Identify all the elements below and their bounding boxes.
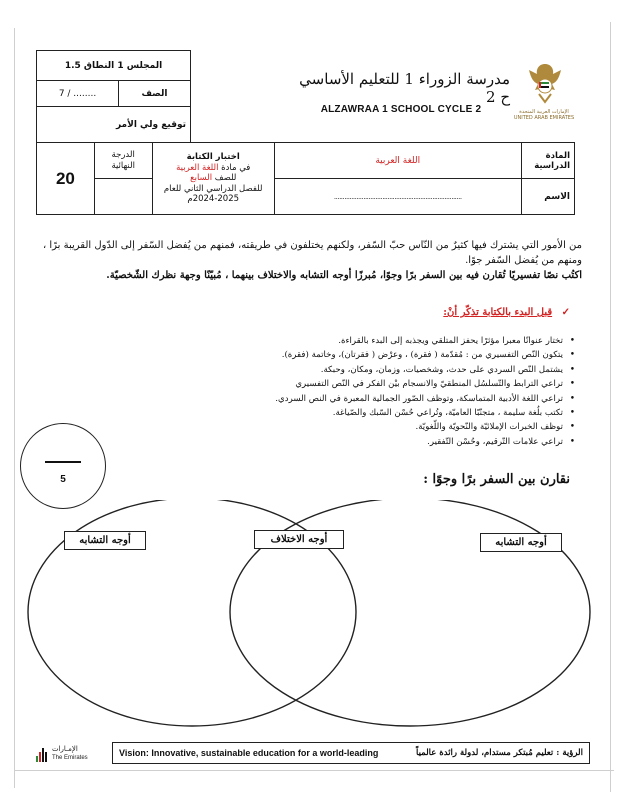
- vision-footer: [112, 742, 590, 764]
- score-circle: [20, 423, 106, 509]
- score-blank-line: [45, 461, 81, 463]
- subject-value: اللغة العربية: [274, 143, 521, 179]
- venn-label-middle: أوجه الاختلاف: [254, 530, 344, 549]
- name-label: الاسم: [521, 179, 574, 215]
- list-item: • تكتب بلُغة سليمة ، متجنّبًا العاميّة، وتُراعي حُسْن السّبك والصّياغة.: [300, 406, 575, 420]
- emirates-bars-icon: [36, 746, 50, 762]
- before-writing-title: ✓ قبل البدء بالكتابة تذكّر أنْ:: [443, 307, 570, 318]
- test-description: اختبار الكتابة في مادة اللغة العربية للصف السابع للفصل الدراسي الثاني للعام 2024-2025م: [152, 143, 274, 215]
- school-name-arabic: مدرسة الزوراء 1 للتعليم الأساسي ح 2: [299, 70, 510, 106]
- final-grade-value: 20: [37, 143, 95, 215]
- list-item: • تراعي اللغة الأدبية المتماسكة، وتوظف الصّور الجمالية المعبرة في النص السردي.: [300, 392, 575, 406]
- exam-info-table: [36, 142, 575, 215]
- list-item: • يتكون النّص التفسيري من : مُقدّمة ( فقرة) ، وعرْض ( فقرتان)، وخاتمة (فقرة).: [300, 348, 575, 362]
- compare-title: نقارن بين السفر برًا وجوًا :: [423, 472, 570, 487]
- list-item: • تراعي علامات التّرقيم، وحُسْن التّفقير.: [300, 435, 575, 449]
- emblem-caption: الإمارات العربية المتحدة UNITED ARAB EMIRATES: [513, 109, 575, 121]
- class-info-table: [36, 50, 191, 143]
- writing-rules-list: [275, 334, 575, 449]
- writing-task: اكتُب نصًا تفسيريًا تُقارن فيه بين السفر برًا وجوًا، مُبرزًا أوجه التشابه والاختلاف بينهما ، مُبيّنًا وجهة نظرك الشّخصيّة.: [106, 270, 582, 281]
- vision-english: Vision: Innovative, sustainable education for a world-leading: [119, 748, 379, 758]
- council-label: المجلس 1 النطاق 1.5: [37, 51, 191, 81]
- prompt-paragraph: من الأمور التي يشترك فيها كثيرٌ من النّاس حبّ السّفر، ولكنهم يختلفون في طريقته، فمنهم من يُفضل السّفر إلى الدّول القريبة برًا ، ومنهم من يُفضل السّفر جوًا.: [42, 240, 582, 266]
- list-item: • تختار عنوانًا معبرا مؤثرًا يحفز المتلقي ويجذبه إلى البدء بالقراءة.: [300, 334, 575, 348]
- name-field[interactable]: ..........................................................................: [274, 179, 521, 215]
- vision-arabic: الرؤية : تعليم مُبتكر مستدام، لدولة رائدة عالمياً: [416, 748, 583, 758]
- score-max: 5: [60, 474, 66, 485]
- school-name-english: ALZAWRAA 1 SCHOOL CYCLE 2: [320, 104, 482, 115]
- list-item: • توظف الخبرات الإملائيّة والنّحويّة واللّغويّة.: [300, 420, 575, 434]
- list-item: • تراعي الترابط والتّسلسُل المنطقيّ والانسجام بيْن الفكر في النّص التفسيري: [300, 377, 575, 391]
- subject-label: المادة الدراسية: [521, 143, 574, 179]
- list-item: • يشتمل النّص السردي على حدث، وشخصيات، وزمان، ومكان، وحبكة.: [300, 363, 575, 377]
- guardian-signature-label: توقيع ولي الأمر: [37, 107, 191, 143]
- emirates-logo: الإمـارات The Emirates: [36, 744, 96, 768]
- final-grade-spacer: [94, 179, 152, 215]
- class-value: ........ / 7: [37, 81, 119, 107]
- checkmark-icon: ✓: [561, 307, 570, 318]
- venn-label-left: أوجه التشابه: [64, 531, 146, 550]
- page-border-bottom: [14, 770, 614, 771]
- class-label: الصف: [119, 81, 191, 107]
- venn-label-right: أوجه التشابه: [480, 533, 562, 552]
- final-grade-label: الدرجة النهائية: [94, 143, 152, 179]
